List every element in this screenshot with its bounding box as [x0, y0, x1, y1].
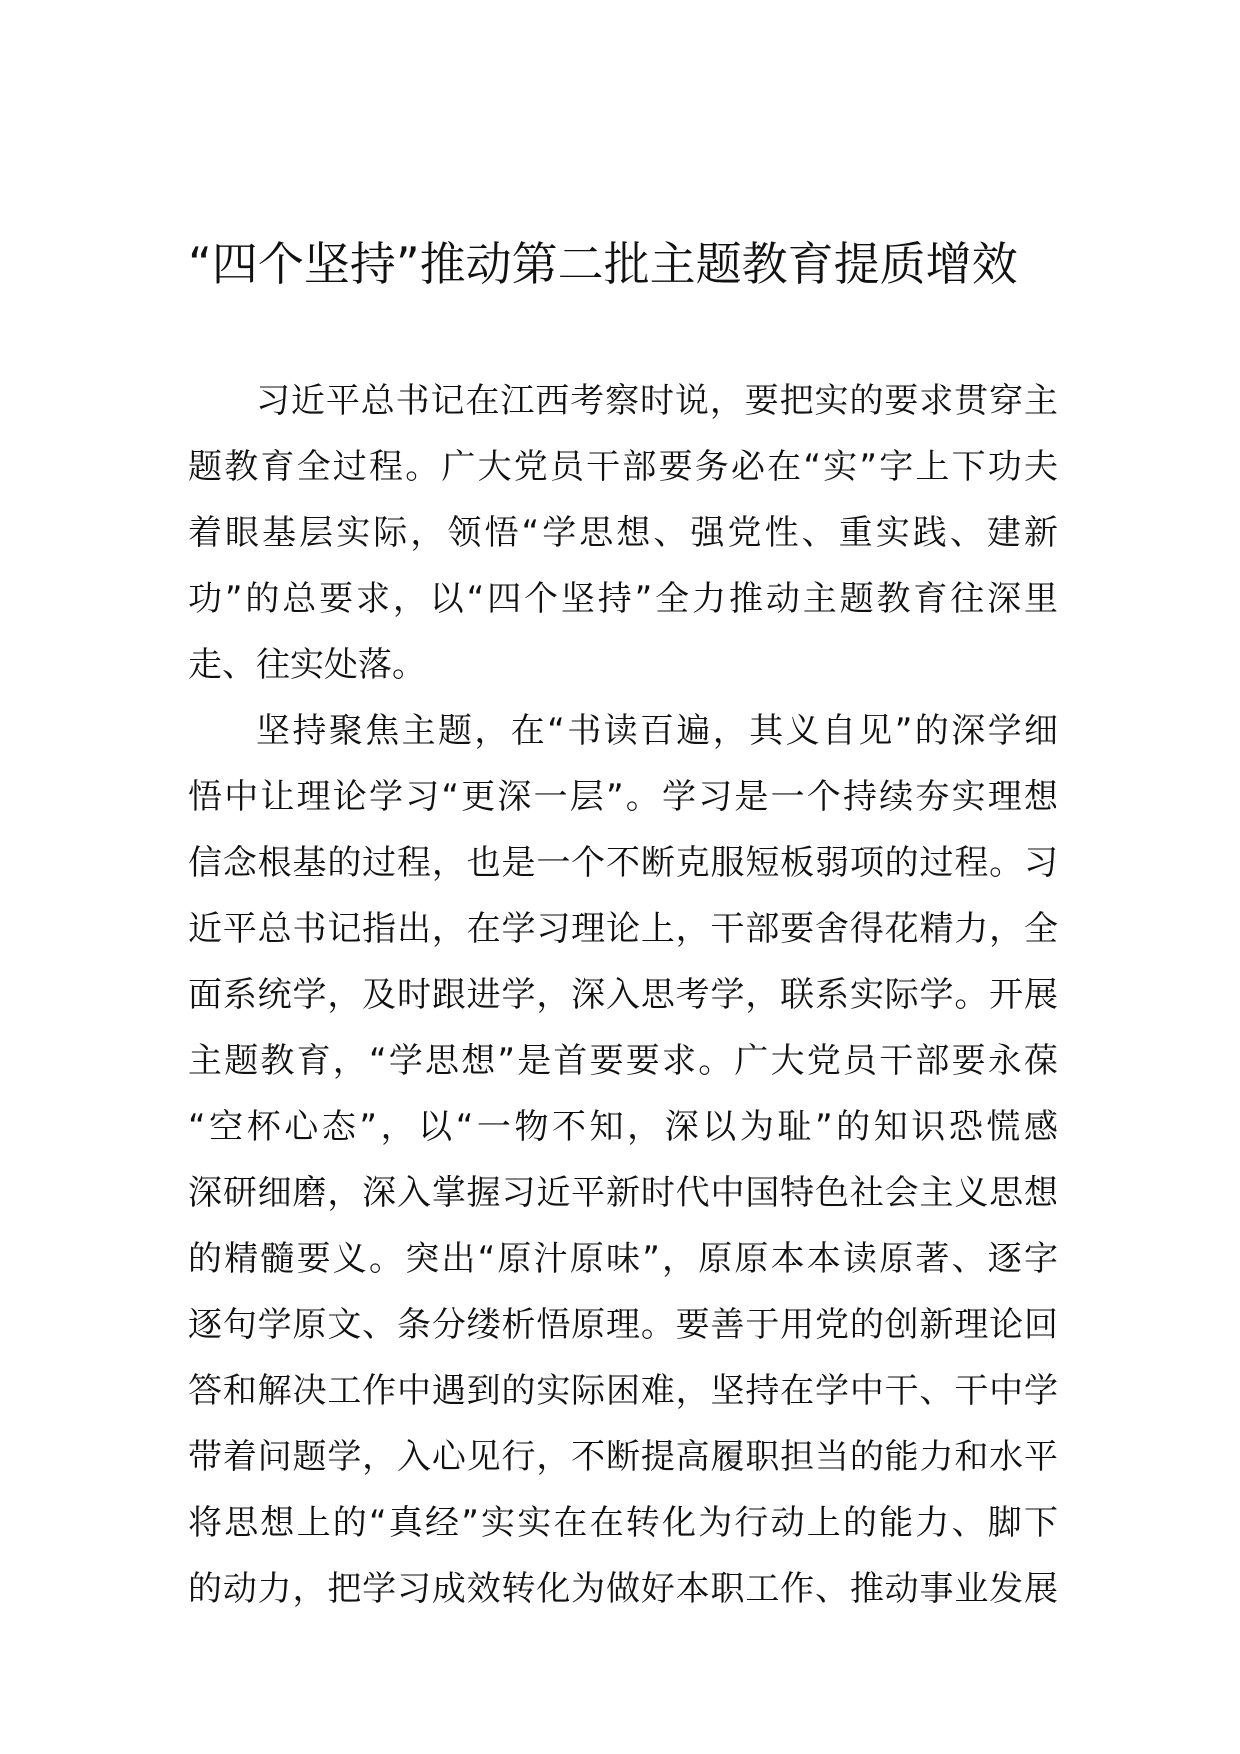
paragraph-2-line-12: 带着问题学，入心见行，不断提高履职担当的能力和水平 — [188, 1437, 1058, 1477]
document-title: “四个坚持”推动第二批主题教育提质增效 — [188, 237, 1018, 291]
paragraph-2-line-6: 主题教育，“学思想”是首要要求。广大党员干部要永葆 — [188, 1041, 1058, 1081]
paragraph-1-line-3: 着眼基层实际，领悟“学思想、强党性、重实践、建新 — [188, 513, 1058, 553]
paragraph-1-line-2: 题教育全过程。广大党员干部要务必在“实”字上下功夫 — [188, 447, 1058, 487]
paragraph-2-line-4: 近平总书记指出，在学习理论上，干部要舍得花精力，全 — [188, 909, 1058, 949]
paragraph-2-line-10: 逐句学原文、条分缕析悟原理。要善于用党的创新理论回 — [188, 1305, 1058, 1345]
document-body — [188, 368, 1058, 1622]
paragraph-2-line-3: 信念根基的过程，也是一个不断克服短板弱项的过程。习 — [188, 843, 1058, 883]
paragraph-1-line-1: 习近平总书记在江西考察时说，要把实的要求贯穿主 — [256, 381, 1058, 421]
paragraph-2-line-11: 答和解决工作中遇到的实际困难，坚持在学中干、干中学 — [188, 1371, 1058, 1411]
paragraph-2-line-14: 的动力，把学习成效转化为做好本职工作、推动事业发展 — [188, 1569, 1058, 1609]
paragraph-2-line-5: 面系统学，及时跟进学，深入思考学，联系实际学。开展 — [188, 975, 1058, 1015]
paragraph-2-line-7: “空杯心态”，以“一物不知，深以为耻”的知识恐慌感 — [188, 1107, 1058, 1147]
paragraph-1-line-5: 走、往实处落。 — [188, 645, 426, 685]
paragraph-2-line-2: 悟中让理论学习“更深一层”。学习是一个持续夯实理想 — [188, 777, 1058, 817]
paragraph-2-line-8: 深研细磨，深入掌握习近平新时代中国特色社会主义思想 — [188, 1173, 1058, 1213]
paragraph-2-line-9: 的精髓要义。突出“原汁原味”，原原本本读原著、逐字 — [188, 1239, 1058, 1279]
paragraph-1-line-4: 功”的总要求，以“四个坚持”全力推动主题教育往深里 — [188, 579, 1058, 619]
paragraph-2-line-13: 将思想上的“真经”实实在在转化为行动上的能力、脚下 — [188, 1503, 1058, 1543]
paragraph-2-line-1: 坚持聚焦主题，在“书读百遍，其义自见”的深学细 — [256, 711, 1058, 751]
